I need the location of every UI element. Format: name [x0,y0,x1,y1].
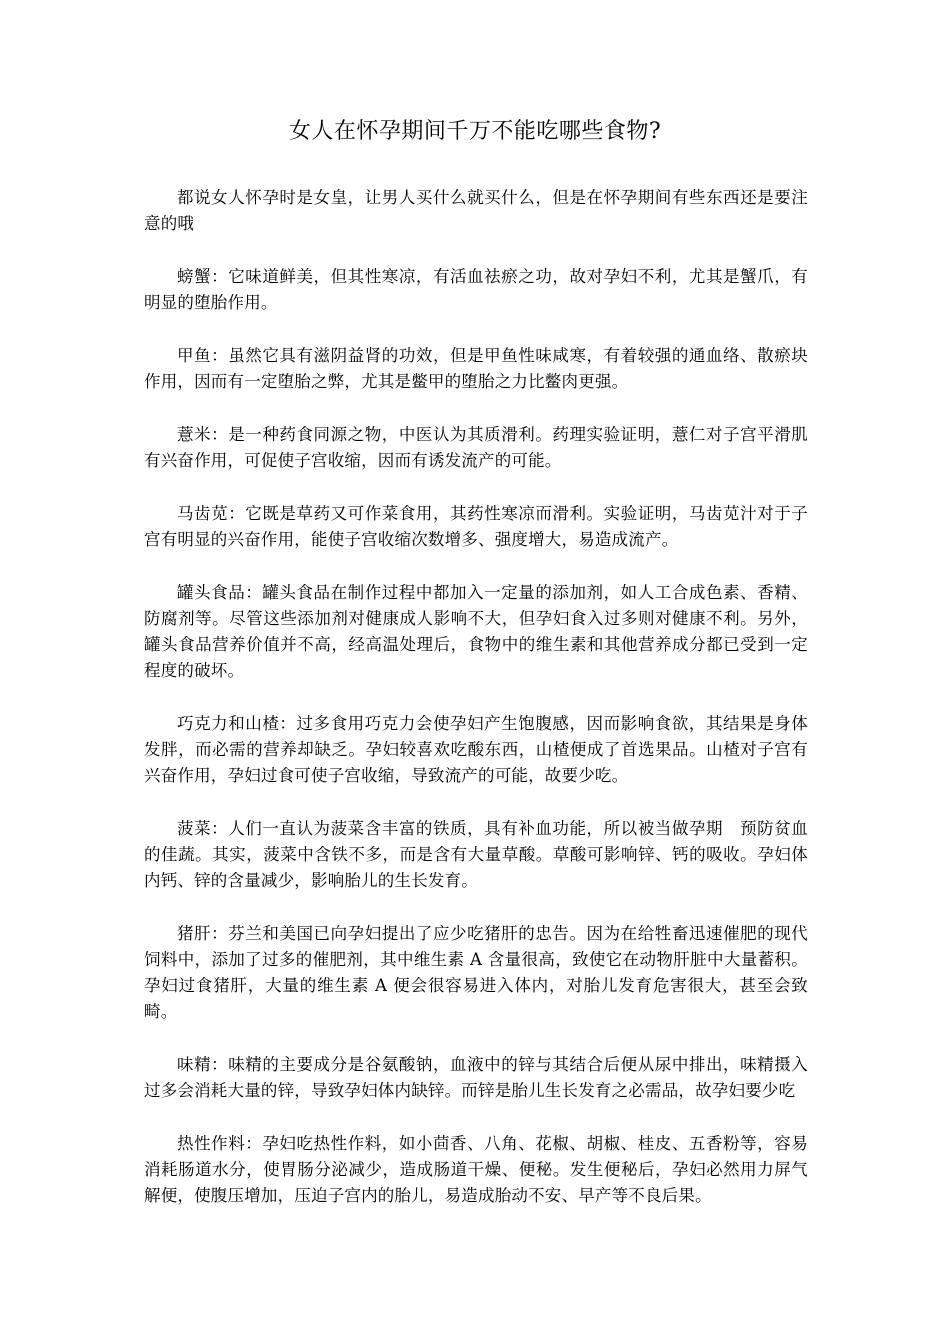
paragraph-coix-seed: 薏米：是一种药食同源之物，中医认为其质滑利。药理实验证明，薏仁对子宫平滑肌有兴奋作用，可促使子宫收缩，因而有诱发流产的可能。 [144,425,808,470]
paragraph-purslane: 马齿苋：它既是草药又可作菜食用，其药性寒凉而滑利。实验证明，马齿苋汁对于子宫有明显的兴奋作用，能使子宫收缩次数增多、强度增大，易造成流产。 [144,504,808,549]
paragraph-pork-liver: 猪肝：芬兰和美国已向孕妇提出了应少吃猪肝的忠告。因为在给牲畜迅速催肥的现代饲料中，添加了过多的催肥剂，其中维生素 A 含量很高，致使它在动物肝脏中大量蓄积。孕妇过食猪肝，大量的维生素 A 便会很容易进入体内，对胎儿发育危害很大，甚至会致畸。 [144,924,808,1021]
paragraph-hot-spices: 热性作料：孕妇吃热性作料，如小茴香、八角、花椒、胡椒、桂皮、五香粉等，容易消耗肠道水分，使胃肠分泌减少，造成肠道干燥、便秘。发生便秘后，孕妇必然用力屏气解便，使腹压增加，压迫子宫内的胎儿，易造成胎动不安、早产等不良后果。 [144,1134,808,1205]
intro-paragraph: 都说女人怀孕时是女皇，让男人买什么就买什么，但是在怀孕期间有些东西还是要注意的哦 [144,188,808,233]
paragraph-spinach: 菠菜：人们一直认为菠菜含丰富的铁质，具有补血功能，所以被当做孕期 预防贫血的佳蔬。其实，菠菜中含铁不多，而是含有大量草酸。草酸可影响锌、钙的吸收。孕妇体内钙、锌的含量减少，影响胎儿的生长发育。 [144,819,808,890]
paragraph-crab: 螃蟹：它味道鲜美，但其性寒凉，有活血祛瘀之功，故对孕妇不利，尤其是蟹爪，有明显的堕胎作用。 [144,267,808,312]
paragraph-turtle: 甲鱼：虽然它具有滋阴益肾的功效，但是甲鱼性味咸寒，有着较强的通血络、散瘀块作用，因而有一定堕胎之弊，尤其是鳖甲的堕胎之力比鳖肉更强。 [144,346,808,391]
paragraph-canned-food: 罐头食品：罐头食品在制作过程中都加入一定量的添加剂，如人工合成色素、香精、防腐剂等。尽管这些添加剂对健康成人影响不大，但孕妇食入过多则对健康不利。另外，罐头食品营养价值并不高，经高温处理后，食物中的维生素和其他营养成分都已受到一定程度的破坏。 [144,583,808,680]
paragraph-chocolate-hawthorn: 巧克力和山楂：过多食用巧克力会使孕妇产生饱腹感，因而影响食欲，其结果是身体发胖，而必需的营养却缺乏。孕妇较喜欢吃酸东西，山楂便成了首选果品。山楂对子宫有兴奋作用，孕妇过食可使子宫收缩，导致流产的可能，故要少吃。 [144,714,808,785]
document-title: 女人在怀孕期间千万不能吃哪些食物? [288,119,662,144]
paragraph-msg: 味精：味精的主要成分是谷氨酸钠，血液中的锌与其结合后便从尿中排出，味精摄入过多会消耗大量的锌，导致孕妇体内缺锌。而锌是胎儿生长发育之必需品，故孕妇要少吃 [144,1055,808,1100]
document-body [144,185,808,1236]
